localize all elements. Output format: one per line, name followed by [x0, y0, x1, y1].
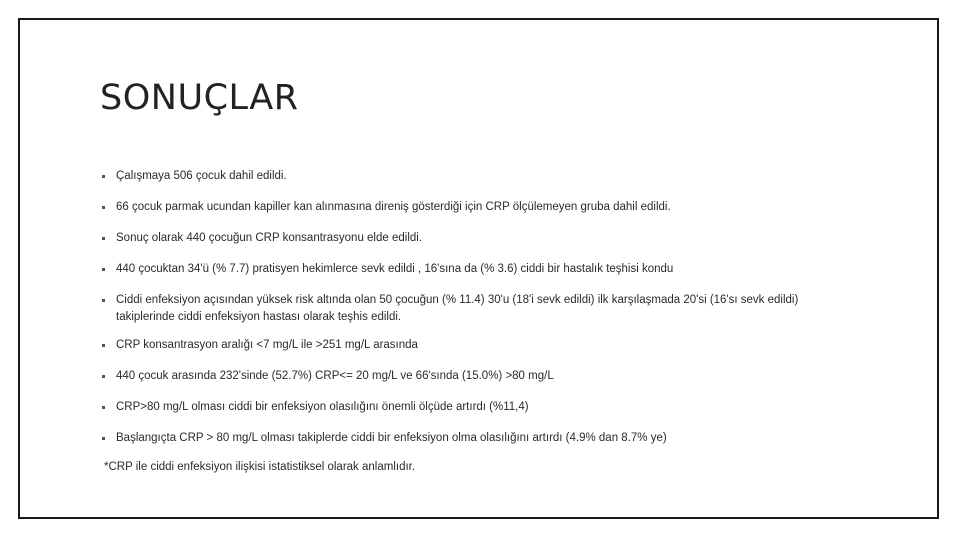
bullet-marker-icon [102, 175, 105, 178]
bullet-item [100, 261, 860, 278]
bullet-item [100, 168, 860, 185]
bullet-item [100, 337, 860, 354]
bullet-text: CRP konsantrasyon aralığı <7 mg/L ile >251 mg/L arasında [116, 339, 418, 351]
bullet-marker-icon [102, 406, 105, 409]
bullet-text: 440 çocuktan 34'ü (% 7.7) pratisyen hekimlerce sevk edildi , 16'sına da (% 3.6) ciddi bir hastalık teşhisi kondu [116, 263, 674, 275]
bullet-item [100, 430, 860, 447]
bullet-text: Başlangıçta CRP > 80 mg/L olması takiplerde ciddi bir enfeksiyon olma olasılığını artırdı (4.9% dan 8.7% ye) [116, 432, 667, 444]
bullet-text: Sonuç olarak 440 çocuğun CRP konsantrasyonu elde edildi. [116, 232, 423, 244]
bullet-marker-icon [102, 299, 105, 302]
bullet-item [100, 399, 860, 416]
bullet-text: Çalışmaya 506 çocuk dahil edildi. [116, 170, 287, 182]
footnote: *CRP ile ciddi enfeksiyon ilişkisi istatistiksel olarak anlamlıdır. [104, 461, 416, 473]
bullet-text: CRP>80 mg/L olması ciddi bir enfeksiyon olasılığını önemli ölçüde artırdı (%11,4) [116, 401, 529, 413]
bullet-text: 440 çocuk arasında 232'sinde (52.7%) CRP<= 20 mg/L ve 66'sında (15.0%) >80 mg/L [116, 370, 554, 382]
slide-frame [18, 18, 939, 519]
bullet-text: Ciddi enfeksiyon açısından yüksek risk altında olan 50 çocuğun (% 11.4) 30'u (18'i sevk edildi) ilk karşılaşmada 20'si (16'sı sevk edildi) takiplerinde ciddi enfeksiyon hastası olarak teşhis edildi. [116, 294, 799, 323]
bullet-item [100, 230, 860, 247]
bullet-marker-icon [102, 268, 105, 271]
bullet-marker-icon [102, 344, 105, 347]
bullet-item [100, 199, 860, 216]
bullet-marker-icon [102, 206, 105, 209]
bullet-marker-icon [102, 237, 105, 240]
bullet-list [100, 168, 860, 461]
bullet-marker-icon [102, 375, 105, 378]
bullet-text: 66 çocuk parmak ucundan kapiller kan alınmasına direniş gösterdiği için CRP ölçülemeyen gruba dahil edildi. [116, 201, 671, 213]
slide-title: SONUÇLAR [100, 78, 299, 118]
bullet-item [100, 292, 860, 326]
bullet-item [100, 368, 860, 385]
bullet-marker-icon [102, 437, 105, 440]
